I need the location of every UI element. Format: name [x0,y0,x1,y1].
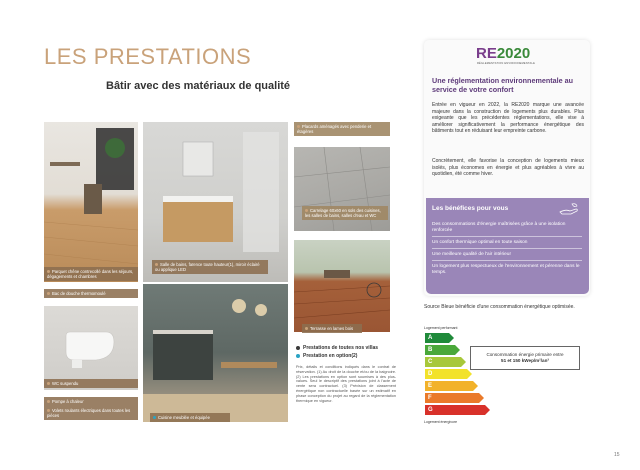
re2020-heading: Une réglementation environnementale au service de votre confort [432,76,573,94]
volets-caption: Volets roulants électriques dans toutes les pièces [44,406,138,420]
villas-bullet-icon [305,327,308,330]
terrace-illustration [294,240,390,332]
energy-class-f: F [425,393,479,403]
fine-print: Prix, détails et conditions indiqués dans le contrat de réservation. (1) Au droit de la douche et/ou de la baignoire. (2) Les prestations en option sont soumises à des plus-values. Seul le descriptif des prestations joint à l'acte de vente sera contractuel. (3) Prévision de classement énergétique non contractuelle basée sur un estimatif en phase conception du projet au regard de la réglementation thermique en vigueur. [296,365,396,403]
salle-de-bains-caption: Salle de bains, faïence toute hauteur(1), miroir éclairé ou applique LED [152,260,268,274]
re2020-tagline: RÉGLEMENTATION ENVIRONNEMENTALE [476,62,536,65]
carrelage-caption: Carrelage 60x60 en sols des cuisines, les salles de bains, salles d'eau et WC [302,206,388,220]
energy-class-a: A [425,333,449,343]
salle-de-bains-photo [143,122,288,282]
option-bullet-icon [296,354,300,358]
wc-photo [44,306,138,390]
terrasse-photo [294,240,390,332]
energy-bottom-label: Logement énergivore [424,420,458,424]
villas-bullet-icon [47,270,50,273]
energy-class-e: E [425,381,473,391]
placards-caption: Placards aménagés avec penderie et étagères [294,122,390,136]
villas-bullet-icon [296,346,300,350]
parquet-photo [44,122,138,282]
cuisine-caption: Cuisine meublée et équipée [150,413,230,422]
bathroom-illustration [143,122,288,282]
parquet-illustration [44,122,138,282]
villas-bullet-icon [47,292,50,295]
legend-villas: Prestations de toutes nos villas [296,345,378,351]
villas-bullet-icon [47,382,50,385]
benefit-item: Des consommations d'énergie maîtrisées grâce à une isolation renforcée [432,222,582,237]
energy-class-g: G [425,405,485,415]
energy-class-b: B [425,345,455,355]
wc-caption: WC suspendu [44,379,138,388]
villas-bullet-icon [305,209,308,212]
cuisine-photo [143,284,288,422]
villas-bullet-icon [47,409,50,412]
villas-bullet-icon [155,263,158,266]
energy-top-label: Logement performant [424,326,458,330]
douche-caption: Bac de douche thermomoulé [44,289,138,298]
benefit-item: Une meilleure qualité de l'air intérieur [432,252,582,261]
legend-option: Prestation en option(2) [296,353,357,359]
page-subtitle: Bâtir avec des matériaux de qualité [106,80,291,92]
re2020-logo: RE2020 [476,45,531,62]
hand-leaf-icon [558,202,580,216]
parquet-caption: Parquet chêne contrecollé dans les séjours, dégagements et chambres [44,267,138,281]
villas-bullet-icon [297,125,300,128]
energy-class-c: C [425,357,461,367]
benefits-title: Les bénéfices pour vous [432,205,509,212]
pompe-caption: Pompe à chaleur [44,397,138,406]
benefit-item: Un confort thermique optimal en toute saison [432,240,582,249]
energy-source-text: Source Bleue bénéficie d'une consommation énergétique optimisée. [424,304,575,310]
wc-illustration [44,306,138,390]
benefit-item: Un logement plus respectueux de l'environnement et pérenne dans le temps. [432,264,580,276]
re2020-paragraph-2: Concrètement, elle favorise la conception de logements mieux isolés, plus économes en énergie et plus agréables à vivre au quotidien, été comme hiver. [432,158,584,178]
energy-consumption-box [470,346,580,370]
energy-box-line-2: 51 et 150 kWep/m²/an³ [501,358,549,363]
kitchen-illustration [143,284,288,422]
page-number: 15 [614,452,620,458]
energy-box-line-1: Consommation énergie primaire entre [486,352,564,357]
villas-bullet-icon [47,400,50,403]
re2020-paragraph-1: Entrée en vigueur en 2022, la RE2020 marque une avancée majeure dans la construction de logements plus durables. Plus exigeante que les précédentes réglementations, elle vise à améliorer significativement la performance énergétique des bâtiments tout en réduisant leur empreinte carbone. [432,102,584,135]
terrasse-caption: Terrasse en lames bois [302,324,362,333]
energy-class-d: D [425,369,467,379]
page-title: LES PRESTATIONS [44,44,252,69]
option-bullet-icon [153,416,156,419]
